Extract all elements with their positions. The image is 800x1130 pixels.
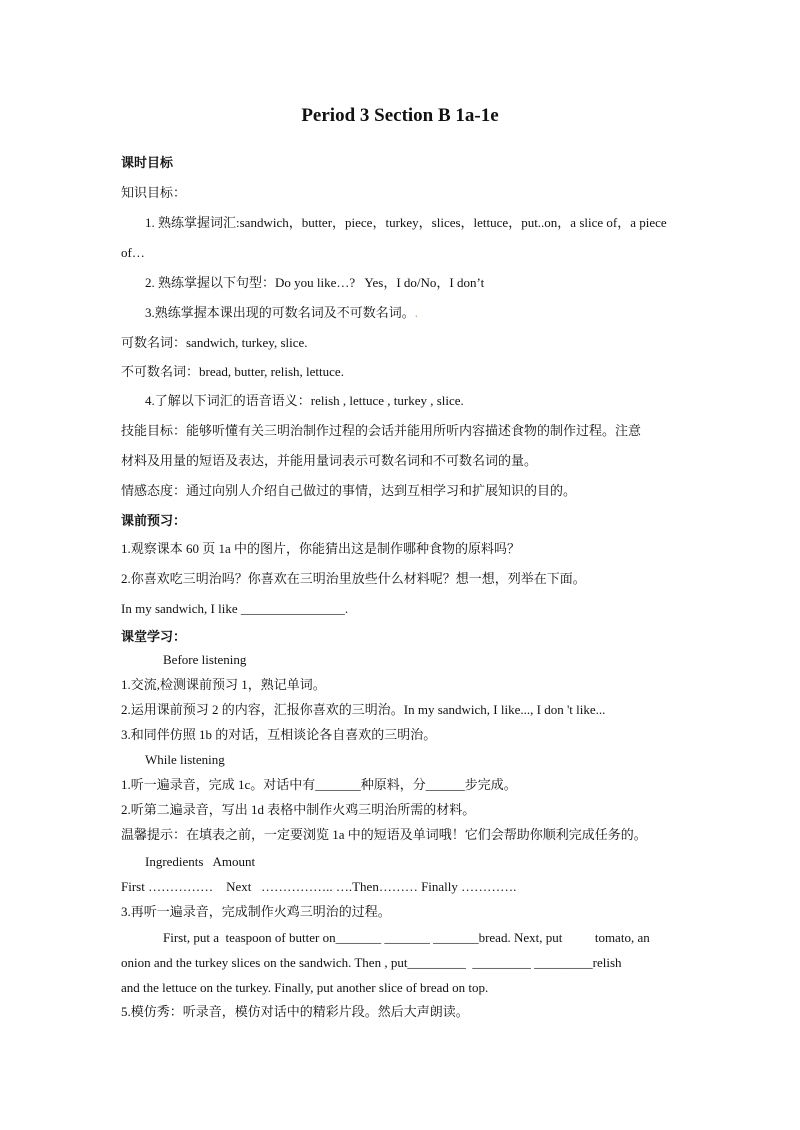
section-heading-classroom: 课堂学习： [121,629,187,644]
document-title: Period 3 Section B 1a-1e [301,105,499,126]
steps-line: First …………… Next …………….. ….Then……… Finally …………. [121,879,517,894]
section-heading-preview: 课前预习： [121,513,187,528]
sentence-pattern-item: 2. 熟练掌握以下句型：Do you like…? Yes，I do/No，I don’t [145,275,485,290]
preview-item-2: 2.你喜欢吃三明治吗？你喜欢在三明治里放些什么材料呢？想一想，列举在下面。 [121,571,586,586]
before-listening-label: Before listening [163,652,247,667]
table-header: Ingredients Amount [145,854,256,869]
noun-item-text: 3.熟练掌握本课出现的可数名词及不可数名词。 [145,305,415,320]
process-text-3: and the lettuce on the turkey. Finally, put another slice of bread on top. [121,980,489,995]
before-item-1: 1.交流,检测课前预习 1，熟记单词。 [121,677,326,692]
while-listening-label: While listening [145,752,225,767]
while-item-1: 1.听一遍录音，完成 1c。对话中有_______种原料，分______步完成。 [121,777,517,792]
section-heading-objectives: 课时目标 [121,155,174,170]
process-text-1: First, put a teaspoon of butter on_______ _______ _______bread. Next, put tomato, an [163,930,650,945]
process-text-2: onion and the turkey slices on the sandwich. Then , put_________ _________ _________relish [121,955,622,970]
knowledge-goal-label: 知识目标： [121,185,187,200]
before-item-2: 2.运用课前预习 2 的内容，汇报你喜欢的三明治。In my sandwich, I like..., I don 't like... [121,702,606,717]
warm-tip: 温馨提示：在填表之前，一定要浏览 1a 中的短语及单词哦！它们会帮助你顺利完成任务的。 [121,827,647,842]
uncountable-nouns: 不可数名词：bread, butter, relish, lettuce. [121,364,344,379]
decor-mark: . [414,305,419,320]
preview-fill-line: In my sandwich, I like ________________. [121,601,349,616]
countable-nouns: 可数名词：sandwich, turkey, slice. [121,335,308,350]
pronunciation-item: 4.了解以下词汇的语音语义：relish , lettuce , turkey , slice. [145,393,464,408]
emotion-goal: 情感态度：通过向别人介绍自己做过的事情，达到互相学习和扩展知识的目的。 [121,483,577,498]
vocab-item: 1. 熟练掌握词汇:sandwich，butter，piece，turkey，slices，lettuce，put..on，a slice of，a piece [145,215,667,230]
before-item-3: 3.和同伴仿照 1b 的对话，互相谈论各自喜欢的三明治。 [121,727,437,742]
preview-item-1: 1.观察课本 60 页 1a 中的图片，你能猜出这是制作哪种食物的原料吗？ [121,541,521,556]
noun-item [145,305,418,321]
imitation-item: 5.模仿秀：听录音，模仿对话中的精彩片段。然后大声朗读。 [121,1004,469,1019]
skill-goal-cont: 材料及用量的短语及表达，并能用量词表示可数名词和不可数名词的量。 [121,453,538,468]
while-item-3: 3.再听一遍录音，完成制作火鸡三明治的过程。 [121,904,391,919]
vocab-item-cont: of… [121,245,145,260]
skill-goal: 技能目标：能够听懂有关三明治制作过程的会话并能用所听内容描述食物的制作过程。注意 [121,423,642,438]
while-item-2: 2.听第二遍录音，写出 1d 表格中制作火鸡三明治所需的材料。 [121,802,476,817]
